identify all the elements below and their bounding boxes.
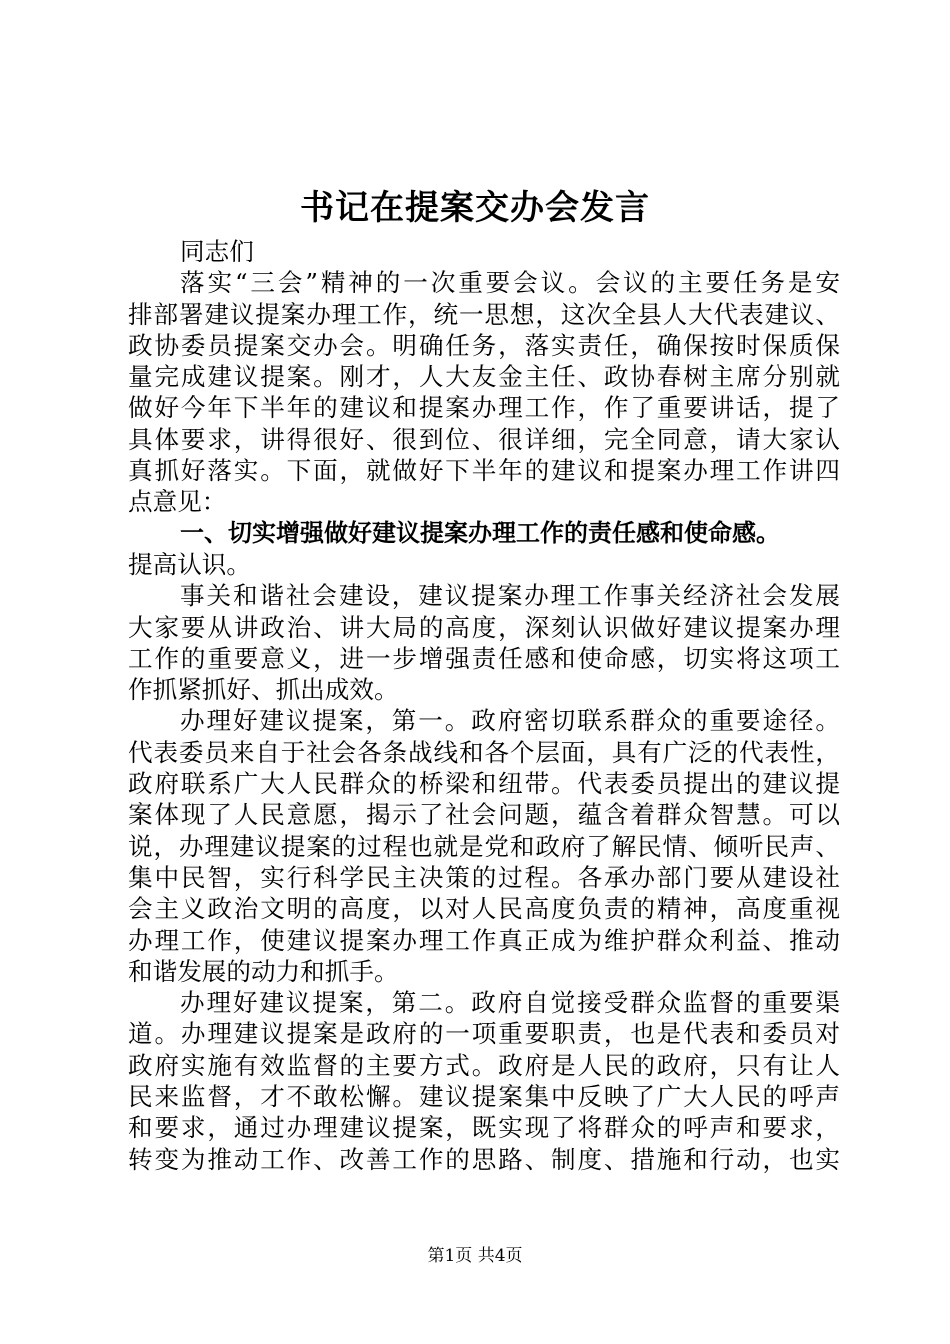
document-title: 书记在提案交办会发言 — [300, 188, 650, 228]
text-line: 落实“三会”精神的一次重要会议。会议的主要任务是安 — [180, 268, 840, 298]
text-line: 政府联系广大人民群众的桥梁和纽带。代表委员提出的建议提 — [128, 769, 840, 799]
text-line: 同志们 — [180, 237, 254, 266]
section-heading: 一、切实增强做好建议提案办理工作的责任感和使命感。 — [180, 518, 780, 547]
text-line: 作抓紧抓好、抓出成效。 — [128, 675, 399, 705]
text-line: 做好今年下半年的建议和提案办理工作，作了重要讲话，提了 — [128, 393, 840, 423]
text-line: 大家要从讲政治、讲大局的高度，深刻认识做好建议提案办理 — [128, 612, 840, 642]
text-line: 和谐发展的动力和抓手。 — [128, 956, 399, 986]
text-line: 办理工作，使建议提案办理工作真正成为维护群众利益、推动 — [128, 925, 840, 955]
text-line: 点意见： — [128, 487, 227, 517]
text-line: 会主义政治文明的高度，以对人民高度负责的精神，高度重视 — [128, 894, 840, 924]
text-line: 和要求，通过办理建议提案，既实现了将群众的呼声和要求， — [128, 1113, 840, 1143]
text-line: 办理好建议提案，第一。政府密切联系群众的重要途径。 — [180, 706, 840, 736]
text-line: 事关和谐社会建设，建议提案办理工作事关经济社会发展 — [180, 581, 840, 611]
text-line: 提高认识。 — [128, 549, 251, 579]
text-line: 具体要求，讲得很好、很到位、很详细，完全同意，请大家认 — [128, 424, 840, 454]
text-line: 政协委员提案交办会。明确任务，落实责任，确保按时保质保 — [128, 330, 840, 360]
text-line: 转变为推动工作、改善工作的思路、制度、措施和行动，也实 — [128, 1144, 840, 1174]
text-line: 代表委员来自于社会各条战线和各个层面，具有广泛的代表性， — [128, 737, 840, 767]
text-line: 道。办理建议提案是政府的一项重要职责，也是代表和委员对 — [128, 1019, 840, 1049]
text-line: 政府实施有效监督的主要方式。政府是人民的政府，只有让人 — [128, 1050, 840, 1080]
text-line: 排部署建议提案办理工作，统一思想，这次全县人大代表建议、 — [128, 299, 840, 329]
text-line: 办理好建议提案，第二。政府自觉接受群众监督的重要渠 — [180, 988, 840, 1018]
text-line: 民来监督，才不敢松懈。建议提案集中反映了广大人民的呼声 — [128, 1082, 840, 1112]
text-line: 案体现了人民意愿，揭示了社会问题，蕴含着群众智慧。可以 — [128, 800, 840, 830]
text-line: 量完成建议提案。刚才，人大友金主任、政协春树主席分别就 — [128, 362, 840, 392]
text-line: 工作的重要意义，进一步增强责任感和使命感，切实将这项工 — [128, 643, 840, 673]
text-line: 集中民智，实行科学民主决策的过程。各承办部门要从建设社 — [128, 862, 840, 892]
text-line: 真抓好落实。下面，就做好下半年的建议和提案办理工作讲四 — [128, 456, 840, 486]
text-line: 说，办理建议提案的过程也就是党和政府了解民情、倾听民声、 — [128, 831, 840, 861]
document-body — [128, 236, 840, 1175]
page-footer: 第1页 共4页 — [427, 1246, 523, 1266]
